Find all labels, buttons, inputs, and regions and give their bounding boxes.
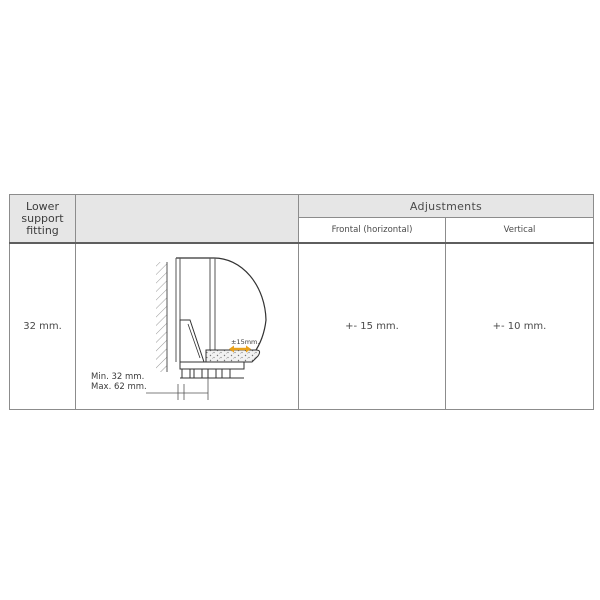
header-vertical-label: Vertical xyxy=(503,225,536,235)
header-adjustments: Adjustments xyxy=(299,195,594,218)
floor-slab xyxy=(206,350,260,362)
fitting-value: 32 mm. xyxy=(10,243,76,410)
vertical-value: +- 10 mm. xyxy=(446,243,594,410)
table-row xyxy=(10,243,594,410)
header-fitting-label: Lower support fitting xyxy=(21,199,64,237)
max-label: Max. 62 mm. xyxy=(91,382,147,392)
fitting-spec-table xyxy=(9,194,594,410)
fitting-drawing-cell xyxy=(76,243,299,410)
support-bracket xyxy=(180,320,204,362)
header-frontal-label: Frontal (horizontal) xyxy=(331,225,413,235)
header-drawing-blank xyxy=(76,195,299,244)
adjust-label: ±15mm. xyxy=(231,338,260,346)
dimension-line xyxy=(146,378,208,400)
base-profile xyxy=(180,362,244,378)
min-label: Min. 32 mm. xyxy=(91,372,145,382)
header-frontal xyxy=(299,218,446,244)
header-lower-support-fitting xyxy=(10,195,76,244)
header-vertical xyxy=(446,218,594,244)
wall-hatching xyxy=(156,262,167,372)
frontal-value: +- 15 mm. xyxy=(299,243,446,410)
fitting-cross-section-drawing xyxy=(76,244,298,409)
